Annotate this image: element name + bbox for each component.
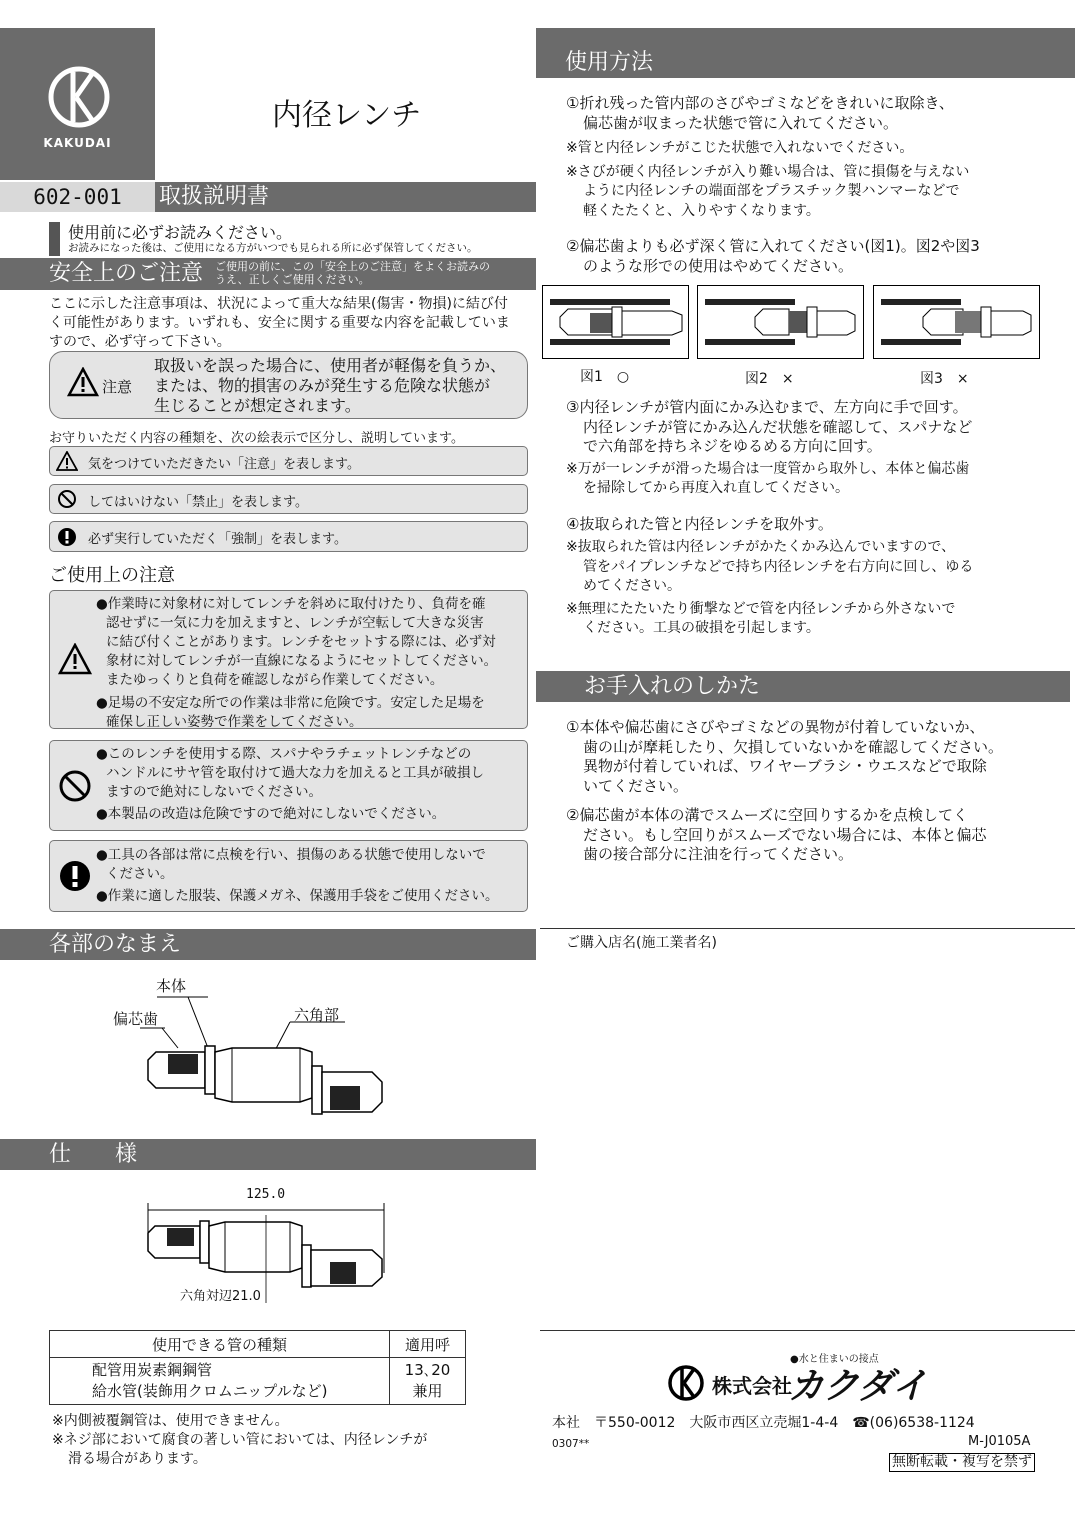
spec-note: ※内側被覆鋼管は、使用できません。 (52, 1413, 289, 1429)
note-line: ハンドルにサヤ管を取付けて過大な力を加えると工具が破損し (106, 765, 484, 781)
usage-caution-text (96, 595, 497, 732)
step-line: のような形での使用はやめてください。 (583, 256, 854, 275)
doc-type: 取扱説明書 (159, 184, 270, 209)
kakudai-logo-icon (48, 66, 110, 128)
step-line: ④抜取られた管と内径レンチを取外す。 (566, 514, 833, 533)
caution-label: 注意 (102, 378, 133, 396)
usage-mandatory-text (96, 846, 498, 906)
label-hex: 六角部 (294, 1006, 340, 1024)
prohibited-icon (58, 769, 92, 803)
wrench-dimension-diagram (140, 1203, 390, 1313)
footer-company: 株式会社 (712, 1374, 792, 1398)
footer-code: 0307** (552, 1438, 590, 1450)
figure-3-diagram (873, 285, 1040, 359)
caution-definition-box (49, 351, 528, 419)
note-line: 管をパイプレンチなどで持ち内径レンチを右方向に回し、ゆる (583, 558, 974, 575)
step-line: 内径レンチが管にかみ込んだ状態を確認して、スパナなど (583, 417, 973, 436)
fig3-caption: 図3 × (920, 371, 969, 387)
spec-hex-width: 六角対辺21.0 (180, 1289, 261, 1304)
care-title: お手入れのしかた (584, 674, 761, 699)
mandatory-icon (58, 859, 92, 893)
read-first-sub: お読みになった後は、ご使用になる方がいつでも見られる所に必ず保管してください。 (68, 242, 478, 254)
footer-copyright: 無断転載・複写を禁ず (889, 1453, 1035, 1472)
read-first: 使用前に必ずお読みください。 (68, 223, 293, 242)
legend-mandatory-row (49, 521, 528, 552)
note-line: 軽くたたくと、入りやすくなります。 (583, 202, 820, 219)
read-first-marker (49, 222, 60, 256)
warning-triangle-icon (67, 367, 99, 397)
note-line: を掃除してから再度入れ直してください。 (583, 480, 849, 496)
fig1-caption: 図1 ○ (580, 369, 630, 385)
step-line: 異物が付着していれば、ワイヤーブラシ・ウエスなどで取除 (583, 757, 987, 775)
footer-company-name: カクダイ (788, 1366, 927, 1407)
shop-label: ご購入店名(施工業者名) (566, 935, 717, 951)
safety-intro-line: く可能性があります。いずれも、安全に関する重要な内容を記載していま (49, 315, 510, 331)
kakudai-logo-icon (667, 1364, 705, 1402)
note-line: ※万が一レンチが滑った場合は一度管から取外し、本体と偏芯歯 (566, 460, 970, 477)
note-line: ※管と内径レンチがこじた状態で入れないでください。 (566, 140, 914, 156)
step-line: ③内径レンチが管内面にかみ込むまで、左方向に手で回す。 (566, 398, 968, 416)
step-line: 偏芯歯が収まった状態で管に入れてください。 (583, 113, 899, 132)
caution-definition (154, 356, 506, 416)
note-line: ください。工具の破損を引起します。 (583, 620, 820, 636)
parts-title: 各部のなまえ (49, 932, 182, 957)
safety-intro-line: すので、必ず守って下さい。 (49, 334, 231, 350)
note-line: に結び付くことがあります。レンチをセットする際には、必ず対 (106, 634, 496, 650)
spec-pipes-cell (50, 1358, 390, 1405)
note-line: 認せずに一気に力を加えますと、レンチが空転して大きな災害 (106, 615, 484, 631)
spec-header (0, 1139, 536, 1170)
usage-prohibit-box (49, 740, 528, 831)
step-line: ②偏芯歯よりも必ず深く管に入れてください(図1)。図2や図3 (566, 237, 980, 255)
model-number: 602-001 (0, 182, 155, 212)
spec-table (49, 1330, 466, 1405)
footer-divider (540, 1330, 1075, 1331)
spec-size: 13､20 (404, 1361, 451, 1379)
usage-caution-box (49, 590, 528, 729)
note-line: ように内径レンチの端面部をプラスチック製ハンマーなどで (583, 183, 960, 199)
legend-caution-row (49, 446, 528, 476)
footer-doc-code: M-J0105A (968, 1434, 1031, 1449)
howto-title: 使用方法 (565, 50, 654, 75)
brand-logo-block (0, 28, 155, 180)
step-line: いてください。 (583, 776, 689, 795)
wrench-parts-diagram (140, 990, 400, 1125)
spec-length: 125.0 (246, 1187, 286, 1202)
caution-line: 取扱いを誤った場合に、使用者が軽傷を負うか、 (154, 356, 507, 375)
warning-triangle-icon (56, 451, 78, 471)
note-line: ●本製品の改造は危険ですので絶対にしないでください。 (96, 806, 446, 822)
care-steps (566, 718, 1046, 865)
spec-size: 兼用 (412, 1382, 443, 1400)
spec-pipe: 配管用炭素鋼鋼管 (92, 1361, 213, 1379)
note-line: ※無理にたたいたり衝撃などで管を内径レンチから外さないで (566, 600, 956, 617)
care-header (536, 671, 1070, 702)
page-title: 内径レンチ (272, 98, 422, 133)
shop-divider (540, 928, 1075, 929)
caution-line: または、物的損害のみが発生する危険な状態が (154, 376, 491, 395)
usage-notes-title: ご使用上の注意 (49, 565, 175, 586)
parts-header (0, 929, 536, 960)
footer-tagline: ●水と住まいの接点 (790, 1354, 879, 1365)
step-line: ②偏芯歯が本体の溝でスムーズに空回りするかを点検してく (566, 806, 968, 824)
usage-prohibit-text (96, 745, 484, 824)
legend-prohibit-row (49, 484, 528, 514)
safety-header (0, 258, 536, 290)
safety-intro (49, 295, 534, 352)
howto-steps (566, 94, 1046, 276)
safety-title: 安全上のご注意 (49, 261, 204, 286)
figure-2-diagram (697, 285, 864, 359)
step-line: 歯の接合部分に注油を行ってください。 (583, 845, 854, 863)
note-line: ※さびが硬く内径レンチが入り難い場合は、管に損傷を与えない (566, 163, 970, 180)
step-line: ①折れ残った管内部のさびやゴミなどをきれいに取除き、 (566, 94, 954, 112)
step-line: ①本体や偏芯歯にさびやゴミなどの異物が付着していないか、 (566, 718, 985, 736)
legend-intro: お守りいただく内容の種類を、次の絵表示で区分し、説明しています。 (49, 431, 464, 446)
note-line: 確保し正しい姿勢で作業をしてください。 (106, 714, 363, 730)
spec-title: 仕 様 (49, 1142, 138, 1167)
note-line: ●工具の各部は常に点検を行い、損傷のある状態で使用しないで (96, 847, 486, 863)
spec-pipe: 給水管(装飾用クロムニップルなど) (92, 1382, 328, 1400)
howto-header (536, 28, 1075, 78)
note-line: めてください。 (583, 578, 681, 594)
fig2-caption: 図2 × (745, 371, 794, 387)
spec-size-cell (390, 1358, 466, 1405)
prohibited-icon (57, 489, 77, 509)
usage-mandatory-box (49, 840, 528, 912)
label-body: 本体 (156, 977, 187, 995)
spec-note: ※ネジ部において腐食の著しい管においては、内径レンチが (52, 1432, 428, 1448)
mandatory-icon (57, 527, 77, 547)
step-line: ださい。もし空回りがスムーズでない場合には、本体と偏芯 (583, 825, 987, 844)
note-line: ますので絶対にしないでください。 (106, 784, 322, 800)
legend-mandatory: 必ず実行していただく「強制」を表します。 (88, 532, 347, 547)
note-line: またゆっくりと負荷を確認しながら作業してください。 (106, 672, 444, 688)
spec-note: 滑る場合があります。 (68, 1451, 207, 1467)
brand-name: KAKUDAI (43, 136, 112, 150)
note-line: ●作業に適した服装、保護メガネ、保護用手袋をご使用ください。 (96, 888, 499, 904)
label-eccentric: 偏芯歯 (113, 1010, 159, 1028)
spec-head-size: 適用呼 (390, 1331, 466, 1358)
spec-head-pipe: 使用できる管の種類 (50, 1331, 390, 1358)
legend-caution: 気をつけていただきたい「注意」を表します。 (88, 457, 360, 472)
note-line: ください。 (106, 866, 174, 882)
doc-type-bar (155, 182, 536, 212)
safety-note-1: ご使用の前に、この「安全上のご注意」をよくお読みの (215, 260, 490, 273)
step-line: 歯の山が摩耗したり、欠損していないかを確認してください。 (583, 737, 1004, 756)
safety-note-2: うえ、正しくご使用ください。 (215, 273, 370, 286)
note-line: ※抜取られた管は内径レンチがかたくかみ込んでいますので、 (566, 539, 956, 555)
safety-intro-line: ここに示した注意事項は、状況によって重大な結果(傷害・物損)に結び付 (49, 296, 508, 312)
note-line: ●このレンチを使用する際、スパナやラチェットレンチなどの (96, 746, 472, 762)
note-line: 象材に対してレンチが一直線になるようにセットしてください。 (106, 653, 498, 669)
step-line: で六角部を持ちネジをゆるめる方向に回す。 (583, 437, 882, 455)
howto-steps-2 (566, 398, 1046, 639)
note-line: ●足場の不安定な所での作業は非常に危険です。安定した足場を (96, 695, 485, 711)
caution-line: 生じることが想定されます。 (154, 396, 361, 415)
spec-notes (52, 1412, 427, 1469)
warning-triangle-icon (58, 643, 92, 675)
legend-prohibit: してはいけない「禁止」を表します。 (88, 495, 308, 510)
note-line: ●作業時に対象材に対してレンチを斜めに取付けたり、負荷を確 (96, 596, 486, 612)
figure-1-diagram (542, 285, 689, 359)
footer-address: 本社 〒550-0012 大阪市西区立売堀1-4-4 ☎(06)6538-1124 (552, 1415, 975, 1431)
